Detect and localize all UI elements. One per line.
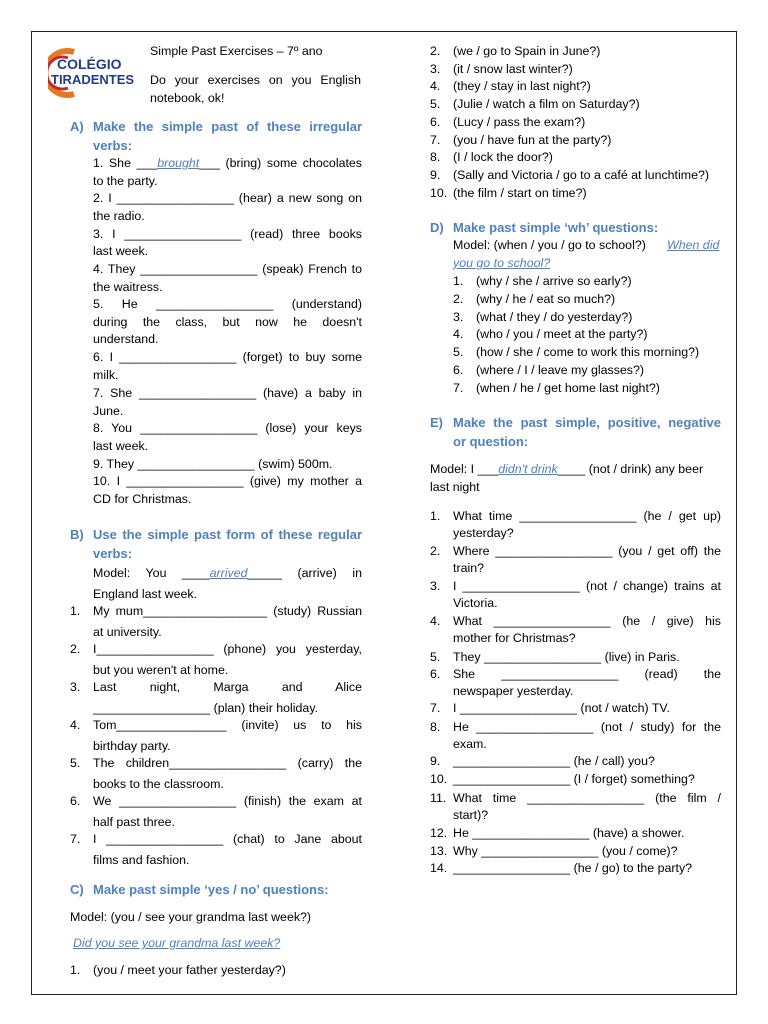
section-d-item: (who / you / meet at the party?) xyxy=(476,327,648,342)
section-b-title-1: Use the simple past form of these regular xyxy=(93,527,362,542)
section-c-model-answer: Did you see your grandma last week? xyxy=(73,936,281,950)
worksheet-title: Simple Past Exercises – 7º ano xyxy=(150,44,323,58)
item-number: 2. xyxy=(430,544,441,558)
item-number: 1. xyxy=(70,604,81,618)
section-e-item: I _________________ (not / watch) TV. xyxy=(453,701,671,715)
section-b-model: Model: You ____arrived_____ (arrive) in xyxy=(93,566,362,580)
section-a-line: understand. xyxy=(93,332,159,346)
section-d-model-answer-2: you go to school? xyxy=(453,256,551,270)
example-answer: brought xyxy=(157,156,200,170)
item-number: 3. xyxy=(70,680,81,694)
item-number: 8. xyxy=(430,150,441,165)
section-a-line: the waitress. xyxy=(93,280,163,294)
model-answer: arrived xyxy=(209,566,248,580)
section-d-item: (why / he / eat so much?) xyxy=(476,291,616,306)
section-a-line: 7. She _________________ (have) a baby in xyxy=(93,386,362,400)
item-number: 7. xyxy=(453,380,464,395)
section-d-item: (when / he / get home last night?) xyxy=(476,380,660,395)
section-a-line: 4. They _________________ (speak) French to xyxy=(93,262,362,276)
section-b-item: My mum__________________ (study) Russian xyxy=(93,604,362,618)
section-e-item: What time _________________ (he / get up) xyxy=(453,509,721,523)
section-b-item: Tom________________ (invite) us to his xyxy=(93,718,362,732)
section-c-item: (you / meet your father yesterday?) xyxy=(93,963,286,977)
section-a-line: 10. I _________________ (give) my mother a xyxy=(93,474,362,488)
section-b-model-2: England last week. xyxy=(93,587,198,601)
section-b-item-cont: half past three. xyxy=(93,815,175,829)
section-e-model-2: last night xyxy=(430,480,480,494)
section-c-model: Model: (you / see your grandma last week?) xyxy=(70,910,312,924)
item-number: 7. xyxy=(430,132,441,147)
item-number: 7. xyxy=(70,832,81,846)
section-e-letter: E) xyxy=(430,415,443,430)
item-number: 3. xyxy=(430,61,441,76)
item-number: 1. xyxy=(430,509,441,523)
section-c-title: Make past simple ‘yes / no’ questions: xyxy=(93,882,329,897)
section-c-item: (Sally and Victoria / go to a café at lunchtime?) xyxy=(453,167,709,182)
section-b-item-cont: birthday party. xyxy=(93,739,171,753)
section-c-item: (it / snow last winter?) xyxy=(453,61,573,76)
section-e-item: What _________________ (he / give) his xyxy=(453,614,721,628)
section-e-title-1: Make the past simple, positive, negative xyxy=(453,415,721,430)
section-a-line: to the party. xyxy=(93,174,158,188)
section-e-item-cont: start)? xyxy=(453,808,489,822)
item-number: 5. xyxy=(453,345,464,360)
colegio-tiradentes-logo xyxy=(48,48,138,98)
section-b-letter: B) xyxy=(70,527,84,542)
item-number: 7. xyxy=(430,701,441,715)
section-d-item: (what / they / do yesterday?) xyxy=(476,309,633,324)
item-number: 1. xyxy=(70,963,81,977)
item-number: 3. xyxy=(453,309,464,324)
section-b-item: I _________________ (chat) to Jane about xyxy=(93,832,362,846)
section-d-model-answer-1: When did xyxy=(667,238,720,252)
section-c-item: (Lucy / pass the exam?) xyxy=(453,114,586,129)
section-a-line: CD for Christmas. xyxy=(93,492,192,506)
section-a-line: June. xyxy=(93,404,124,418)
item-number: 6. xyxy=(430,667,441,681)
section-b-item-cont: but you weren't at home. xyxy=(93,663,229,677)
section-b-item: The children_________________ (carry) the xyxy=(93,756,362,770)
item-number: 1. xyxy=(453,274,464,288)
item-number: 6. xyxy=(70,794,81,808)
item-number: 13. xyxy=(430,844,448,858)
model-answer: didn't drink xyxy=(498,462,558,476)
section-e-item: Where _________________ (you / get off) the xyxy=(453,544,721,558)
item-number: 9. xyxy=(430,167,441,182)
item-number: 5. xyxy=(70,756,81,770)
section-c-item: (Julie / watch a film on Saturday?) xyxy=(453,97,640,112)
section-b-item-cont: at university. xyxy=(93,625,162,639)
item-number: 11. xyxy=(430,791,447,805)
item-number: 4. xyxy=(453,327,464,342)
section-e-item-cont: yesterday? xyxy=(453,526,514,540)
item-number: 9. xyxy=(430,754,441,768)
section-e-item: They _________________ (live) in Paris. xyxy=(453,650,680,664)
item-number: 4. xyxy=(430,614,441,628)
item-number: 2. xyxy=(70,642,81,656)
section-c-item: (the film / start on time?) xyxy=(453,185,587,200)
logo-text-2: TIRADENTES xyxy=(51,72,135,87)
section-a-line: 6. I _________________ (forget) to buy some xyxy=(93,350,362,364)
item-number: 3. xyxy=(430,579,441,593)
section-a-line: milk. xyxy=(93,368,119,382)
section-b-item: We _________________ (finish) the exam at xyxy=(93,794,362,808)
section-e-item-cont: newspaper yesterday. xyxy=(453,684,574,698)
intro-line-2: notebook, ok! xyxy=(150,91,225,105)
section-a-line: last week. xyxy=(93,439,149,453)
item-number: 8. xyxy=(430,720,441,734)
section-e-item-cont: train? xyxy=(453,561,484,575)
item-number: 4. xyxy=(430,79,441,94)
section-a-line: 2. I _________________ (hear) a new song on xyxy=(93,191,362,205)
section-a-line: the radio. xyxy=(93,209,145,223)
section-b-item: I_________________ (phone) you yesterday, xyxy=(93,642,362,656)
section-e-item-cont: exam. xyxy=(453,737,487,751)
section-e-item: She _________________ (read) the xyxy=(453,667,721,681)
section-e-item: Why _________________ (you / come)? xyxy=(453,844,678,858)
item-number: 5. xyxy=(430,97,441,112)
item-number: 4. xyxy=(70,718,81,732)
item-number: 10. xyxy=(430,185,448,200)
section-e-item: _________________ (he / call) you? xyxy=(453,754,655,768)
section-a-line: last week. xyxy=(93,244,149,258)
intro-line-1: Do your exercises on you English xyxy=(150,73,361,87)
section-d-item: (where / I / leave my glasses?) xyxy=(476,363,645,377)
section-e-item: He _________________ (not / study) for the xyxy=(453,720,721,734)
section-a-line: during the class, but now he doesn't xyxy=(93,315,362,329)
item-number: 12. xyxy=(430,826,448,840)
item-number: 5. xyxy=(430,650,441,664)
section-e-item: _________________ (I / forget) something? xyxy=(453,772,695,786)
item-number: 10. xyxy=(430,772,448,786)
logo-text-1: COLÉGIO xyxy=(57,56,122,72)
section-e-item: What time _________________ (the film / xyxy=(453,791,721,805)
section-a-title-2: verbs: xyxy=(93,138,133,153)
item-number: 6. xyxy=(430,114,441,129)
item-number: 14. xyxy=(430,861,448,875)
section-e-model: Model: I ___didn't drink____ (not / drink) any beer xyxy=(430,462,704,476)
section-a-line: 1. She ___brought___ (bring) some chocolates xyxy=(93,156,362,170)
section-d-item: (why / she / arrive so early?) xyxy=(476,274,632,288)
section-e-item-cont: mother for Christmas? xyxy=(453,631,576,645)
section-d-model: Model: (when / you / go to school?) xyxy=(453,238,646,252)
section-d-item: (how / she / come to work this morning?) xyxy=(476,345,700,360)
item-number: 6. xyxy=(453,363,464,377)
section-b-item-cont: films and fashion. xyxy=(93,853,190,867)
section-b-item: Last night, Marga and Alice xyxy=(93,680,362,694)
section-c-letter: C) xyxy=(70,882,84,897)
section-d-letter: D) xyxy=(430,220,444,235)
section-e-title-2: or question: xyxy=(453,434,529,449)
section-d-title: Make past simple ‘wh’ questions: xyxy=(453,220,659,235)
section-b-item-cont: _________________ (plan) their holiday. xyxy=(93,701,319,715)
section-a-line: 3. I _________________ (read) three books xyxy=(93,227,362,241)
section-e-item: He _________________ (have) a shower. xyxy=(453,826,685,840)
section-e-item-cont: Victoria. xyxy=(453,596,498,610)
section-c-item: (you / have fun at the party?) xyxy=(453,132,612,147)
item-number: 2. xyxy=(453,291,464,306)
section-c-item: (they / stay in last night?) xyxy=(453,79,591,94)
section-a-letter: A) xyxy=(70,119,84,134)
section-a-line: 8. You _________________ (lose) your keys xyxy=(93,421,362,435)
section-b-title-2: verbs: xyxy=(93,546,133,561)
section-a-title-1: Make the simple past of these irregular xyxy=(93,119,362,134)
section-c-item: (I / lock the door?) xyxy=(453,150,553,165)
section-c-item: (we / go to Spain in June?) xyxy=(453,44,601,58)
section-e-item: I _________________ (not / change) trains at xyxy=(453,579,721,593)
section-a-line: 5. He _________________ (understand) xyxy=(93,297,362,311)
item-number: 2. xyxy=(430,44,441,58)
section-a-line: 9. They _________________ (swim) 500m. xyxy=(93,457,333,471)
section-b-item-cont: books to the classroom. xyxy=(93,777,224,791)
section-e-item: _________________ (he / go) to the party? xyxy=(453,861,693,875)
